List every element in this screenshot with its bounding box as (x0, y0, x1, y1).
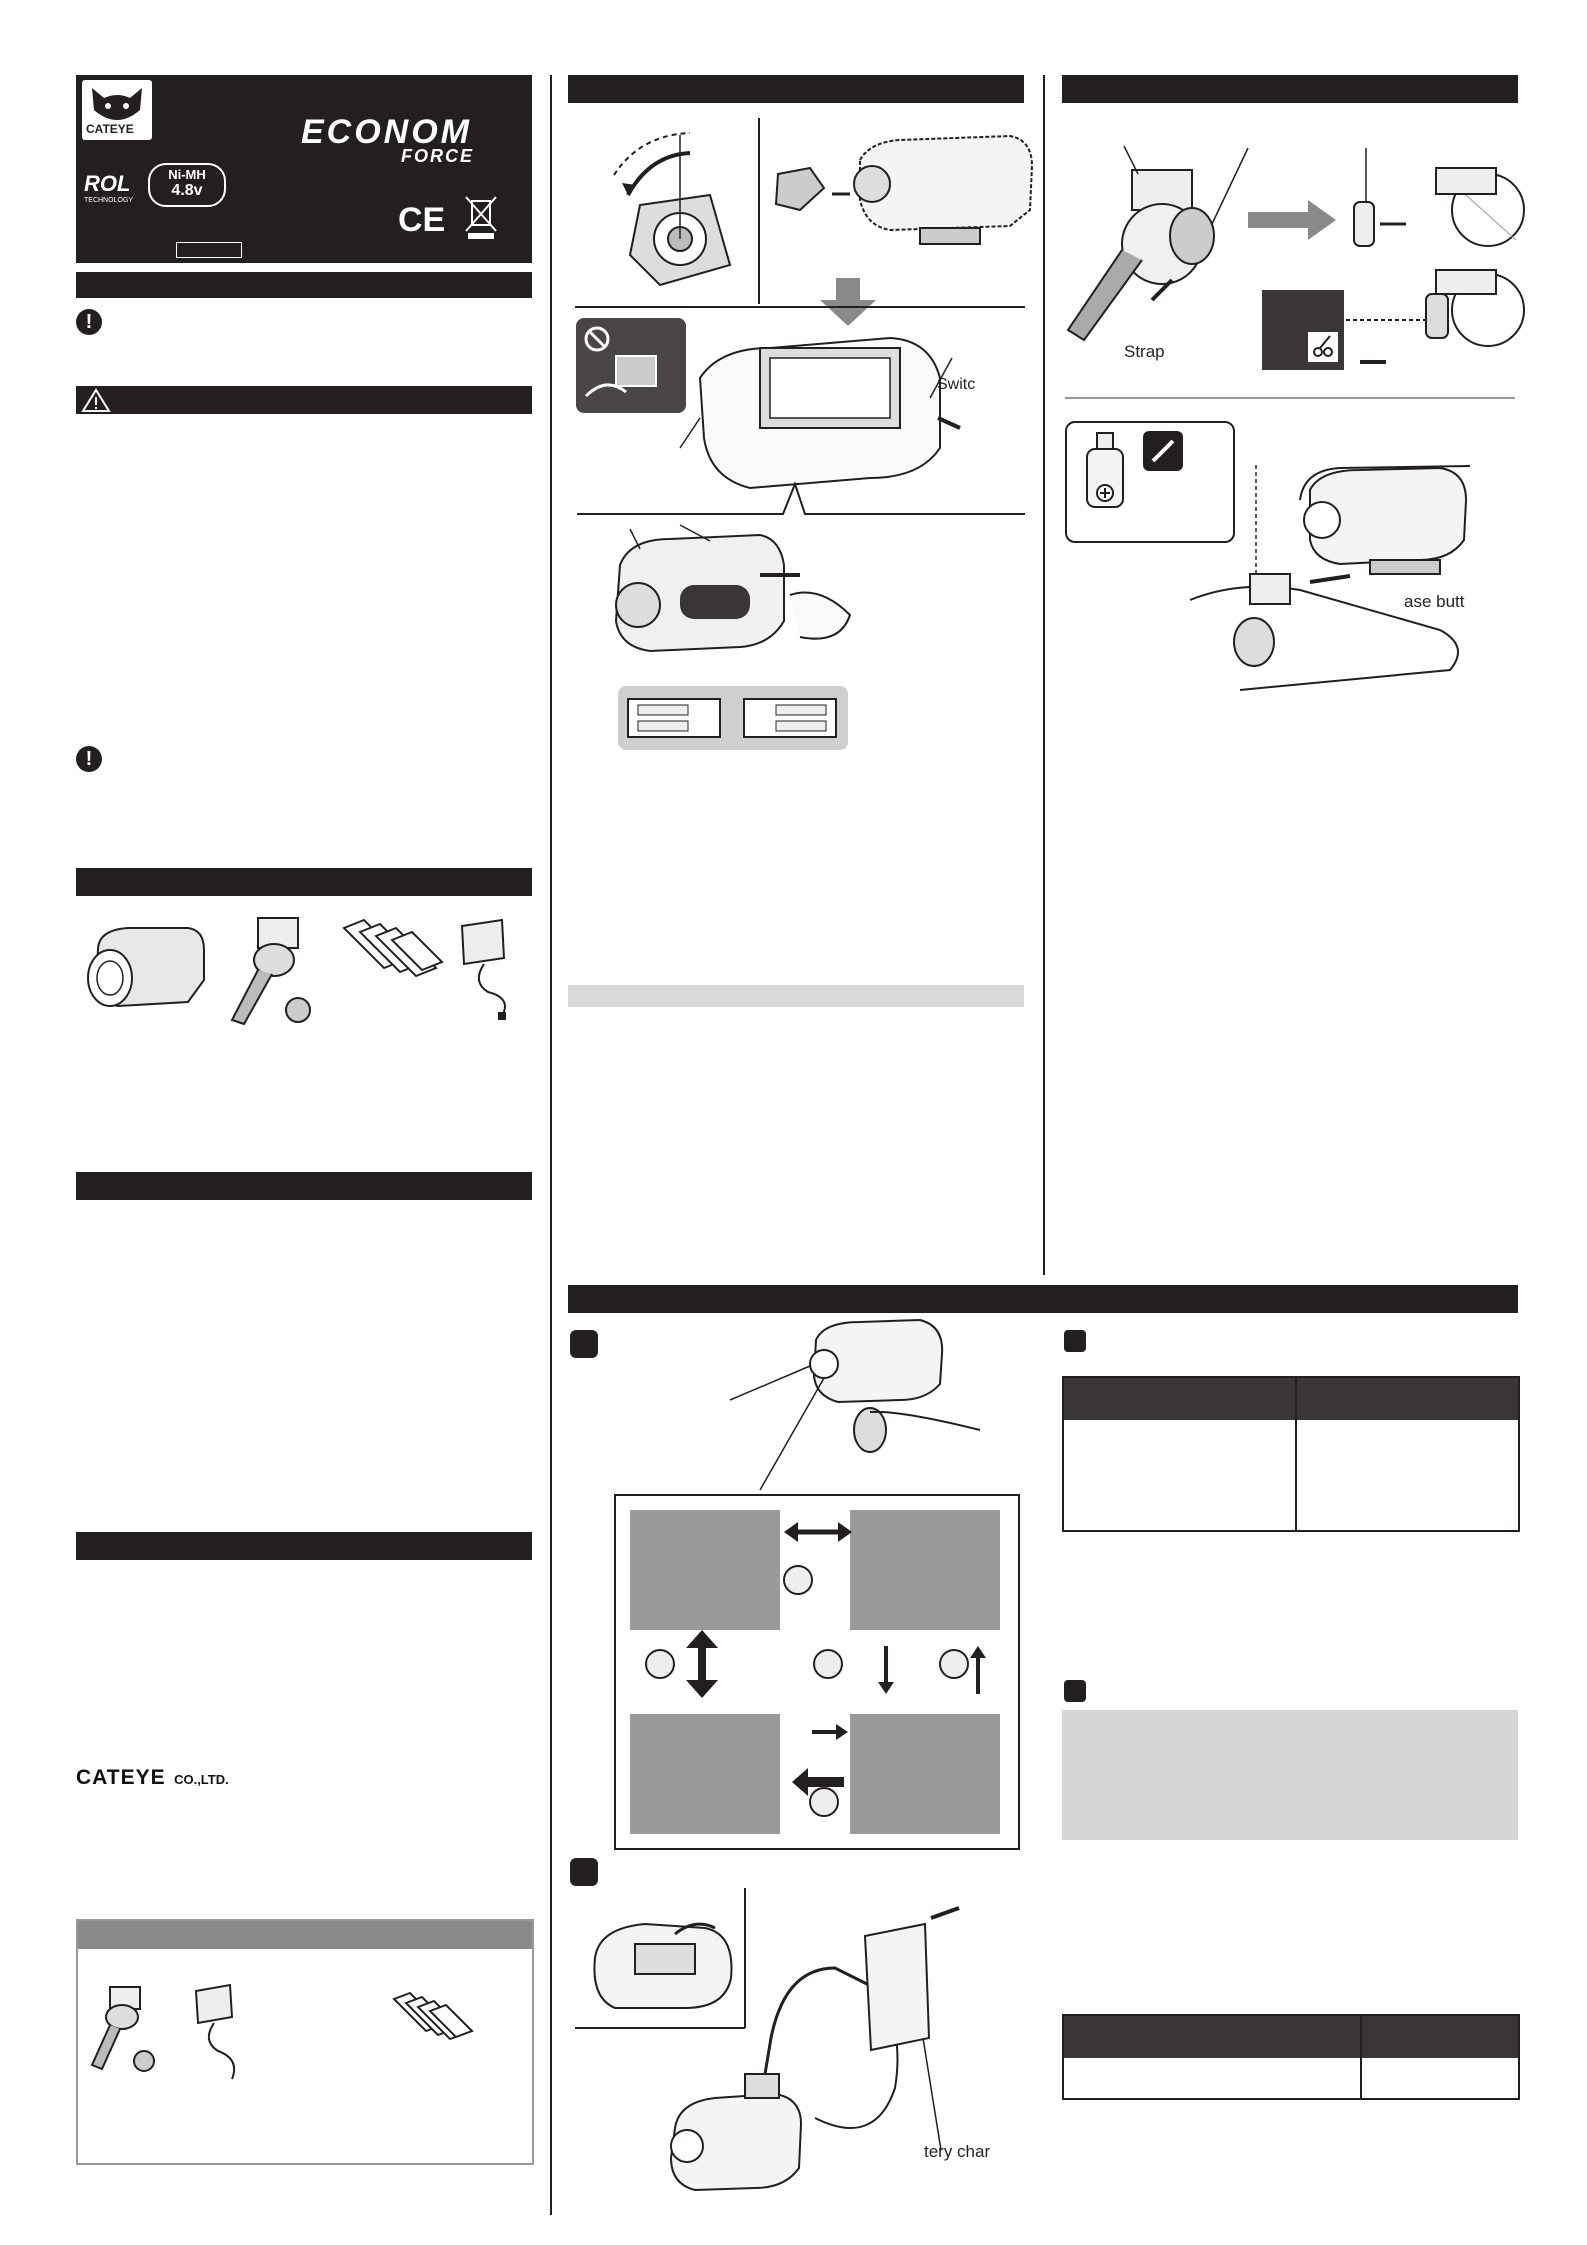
divider-step2 (575, 306, 1025, 308)
option-bracket (88, 1981, 168, 2081)
battery-charger-label: tery char (924, 2142, 991, 2161)
rol-sub: TECHNOLOGY (84, 197, 134, 204)
warning-icon (82, 388, 110, 412)
release-button-label: ase butt (1404, 592, 1465, 611)
company-logo (76, 1766, 229, 1790)
section-header-4 (76, 1172, 532, 1200)
logo-text: CATEYE (86, 122, 134, 136)
ce-mark: CE (398, 201, 446, 239)
column-divider-left (550, 75, 552, 2215)
mode-arrows (616, 1496, 1018, 1848)
battery-top: Ni-MH (168, 167, 206, 182)
warning-header (76, 386, 532, 414)
step-marker-3 (1064, 1330, 1086, 1352)
company-suffix: CO.,LTD. (174, 1772, 229, 1787)
switch-label: Switc (937, 376, 976, 393)
prohibited-panel (576, 318, 686, 413)
battery-case-hands-drawing (690, 318, 990, 498)
step-marker-1 (570, 1330, 598, 1358)
spec-table-1 (1062, 1376, 1520, 1532)
lens-removal-drawing (770, 130, 1040, 250)
section-header-contents (76, 868, 532, 896)
spec-table-1-divider (1295, 1378, 1297, 1530)
battery-badge (148, 163, 226, 207)
spec-table-2 (1062, 2014, 1520, 2100)
spec-table-2-divider (1360, 2016, 1362, 2098)
product-line-1: ECONOM (301, 113, 472, 151)
right-arrow (1248, 200, 1338, 240)
cap-rotation-drawing (600, 115, 760, 295)
scissors-icon (1308, 332, 1338, 362)
battery-polarity-panel (618, 686, 848, 750)
spec-table-2-header (1064, 2016, 1518, 2058)
company-name: CATEYE (76, 1766, 166, 1789)
light-on-bar-drawing (1180, 460, 1470, 700)
strap-label: Strap (1124, 342, 1165, 361)
cut-strap-panel (1262, 290, 1344, 370)
option-charger (188, 1979, 268, 2089)
bracket-drawing (228, 910, 328, 1030)
charger-drawing (452, 912, 532, 1022)
section-header-mount (1062, 75, 1518, 103)
cateye-logo (82, 80, 152, 140)
light-switch-drawing (720, 1320, 920, 1480)
screwdriver-icon (1143, 431, 1183, 471)
divider-step1 (758, 118, 760, 304)
polarity-right (740, 693, 840, 743)
section-header-install (568, 75, 1024, 103)
rol-text: ROL (84, 171, 131, 196)
battery-insert-drawing (600, 525, 860, 665)
exclamation-icon-2: ! (76, 746, 102, 772)
spec-table-1-header (1064, 1378, 1518, 1420)
option-parts-box (76, 1919, 534, 2165)
headlight-drawing (78, 910, 208, 1030)
step-marker-2 (570, 1858, 598, 1886)
section-header-5 (76, 1532, 532, 1560)
mount-detail-bottom (1346, 270, 1526, 380)
mount-detail-top (1346, 148, 1526, 258)
rol-logo (84, 155, 133, 204)
batteries-drawing (336, 918, 446, 988)
divider-v-notch (573, 480, 1033, 520)
product-logo (301, 113, 474, 167)
exclamation-icon: ! (76, 309, 102, 335)
battery-bottom: 4.8v (171, 182, 203, 199)
option-parts-header (78, 1921, 532, 1949)
product-line-2: FORCE (401, 146, 474, 166)
column-divider-right (1043, 75, 1045, 1275)
step-marker-4 (1064, 1680, 1086, 1702)
polarity-left (624, 693, 724, 743)
weee-bin-icon (466, 193, 496, 239)
note-bar (568, 985, 1024, 1007)
section-header-usage (568, 1285, 1518, 1313)
mode-panel (614, 1494, 1020, 1850)
prohibited-hand (606, 346, 676, 406)
serial-box (176, 242, 242, 258)
header-box (76, 75, 532, 263)
screw-bracket-drawing (1079, 433, 1139, 533)
section-header-1 (76, 272, 532, 298)
note-panel (1062, 1710, 1518, 1840)
charging-drawing (575, 1888, 985, 2218)
divider-mount (1065, 397, 1515, 399)
option-batteries (388, 1989, 478, 2049)
